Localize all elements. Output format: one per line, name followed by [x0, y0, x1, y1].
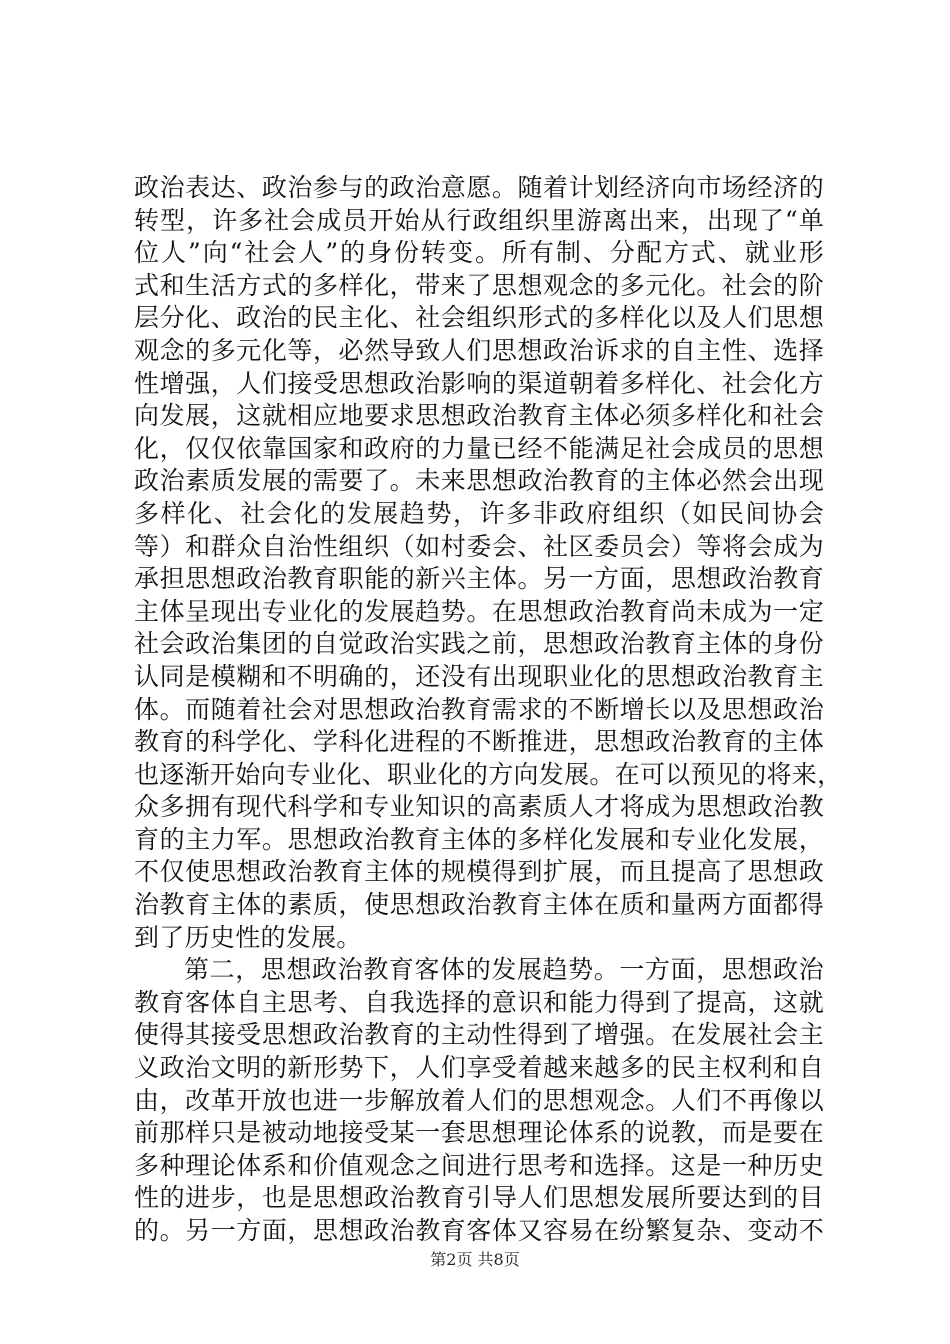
- text-line: 承担思想政治教育职能的新兴主体。另一方面，思想政治教育: [134, 564, 824, 594]
- text-line: 等）和群众自治性组织（如村委会、社区委员会）等将会成为: [134, 531, 824, 561]
- text-line: 第二，思想政治教育客体的发展趋势。一方面，思想政治: [184, 955, 824, 985]
- text-line: 向发展，这就相应地要求思想政治教育主体必须多样化和社会: [134, 401, 824, 431]
- text-line: 多种理论体系和价值观念之间进行思考和选择。这是一种历史: [134, 1150, 824, 1180]
- page-footer: 第2页 共8页: [430, 1250, 520, 1269]
- text-line: 体。而随着社会对思想政治教育需求的不断增长以及思想政治: [134, 694, 824, 724]
- text-line: 教育的科学化、学科化进程的不断推进，思想政治教育的主体: [134, 727, 824, 757]
- text-line: 前那样只是被动地接受某一套思想理论体系的说教，而是要在: [134, 1118, 824, 1148]
- text-line: 层分化、政治的民主化、社会组织形式的多样化以及人们思想: [134, 303, 824, 333]
- body-text: [134, 172, 843, 1248]
- text-line: 主体呈现出专业化的发展趋势。在思想政治教育尚未成为一定: [134, 596, 824, 626]
- text-line: 认同是模糊和不明确的，还没有出现职业化的思想政治教育主: [134, 661, 824, 691]
- text-line: 也逐渐开始向专业化、职业化的方向发展。在可以预见的将来，: [134, 759, 843, 789]
- text-line: 政治素质发展的需要了。未来思想政治教育的主体必然会出现: [134, 466, 824, 496]
- text-line: 位人”向“社会人”的身份转变。所有制、分配方式、就业形: [134, 238, 824, 268]
- text-line: 观念的多元化等，必然导致人们思想政治诉求的自主性、选择: [134, 335, 824, 365]
- text-line: 到了历史性的发展。: [134, 922, 362, 952]
- text-line: 化，仅仅依靠国家和政府的力量已经不能满足社会成员的思想: [134, 433, 824, 463]
- text-line: 的。另一方面，思想政治教育客体又容易在纷繁复杂、变动不: [134, 1216, 824, 1245]
- text-line: 义政治文明的新形势下，人们享受着越来越多的民主权利和自: [134, 1053, 824, 1083]
- text-line: 育的主力军。思想政治教育主体的多样化发展和专业化发展，: [134, 824, 824, 854]
- text-line: 转型，许多社会成员开始从行政组织里游离出来，出现了“单: [134, 205, 824, 235]
- text-line: 使得其接受思想政治教育的主动性得到了增强。在发展社会主: [134, 1020, 824, 1050]
- text-line: 众多拥有现代科学和专业知识的高素质人才将成为思想政治教: [134, 792, 824, 822]
- paragraph: [134, 954, 824, 1247]
- text-line: 多样化、社会化的发展趋势，许多非政府组织（如民间协会: [134, 498, 824, 528]
- text-line: 社会政治集团的自觉政治实践之前，思想政治教育主体的身份: [134, 629, 824, 659]
- text-line: 由，改革开放也进一步解放着人们的思想观念。人们不再像以: [134, 1085, 824, 1115]
- text-line: 政治表达、政治参与的政治意愿。随着计划经济向市场经济的: [134, 173, 824, 202]
- text-line: 性的进步，也是思想政治教育引导人们思想发展所要达到的目: [134, 1183, 824, 1213]
- text-line: 治教育主体的素质，使思想政治教育主体在质和量两方面都得: [134, 890, 824, 920]
- text-line: 教育客体自主思考、自我选择的意识和能力得到了提高，这就: [134, 987, 824, 1017]
- text-line: 不仅使思想政治教育主体的规模得到扩展，而且提高了思想政: [134, 857, 824, 887]
- text-line: 性增强，人们接受思想政治影响的渠道朝着多样化、社会化方: [134, 368, 824, 398]
- text-line: 式和生活方式的多样化，带来了思想观念的多元化。社会的阶: [134, 270, 824, 300]
- paragraph: [134, 172, 843, 954]
